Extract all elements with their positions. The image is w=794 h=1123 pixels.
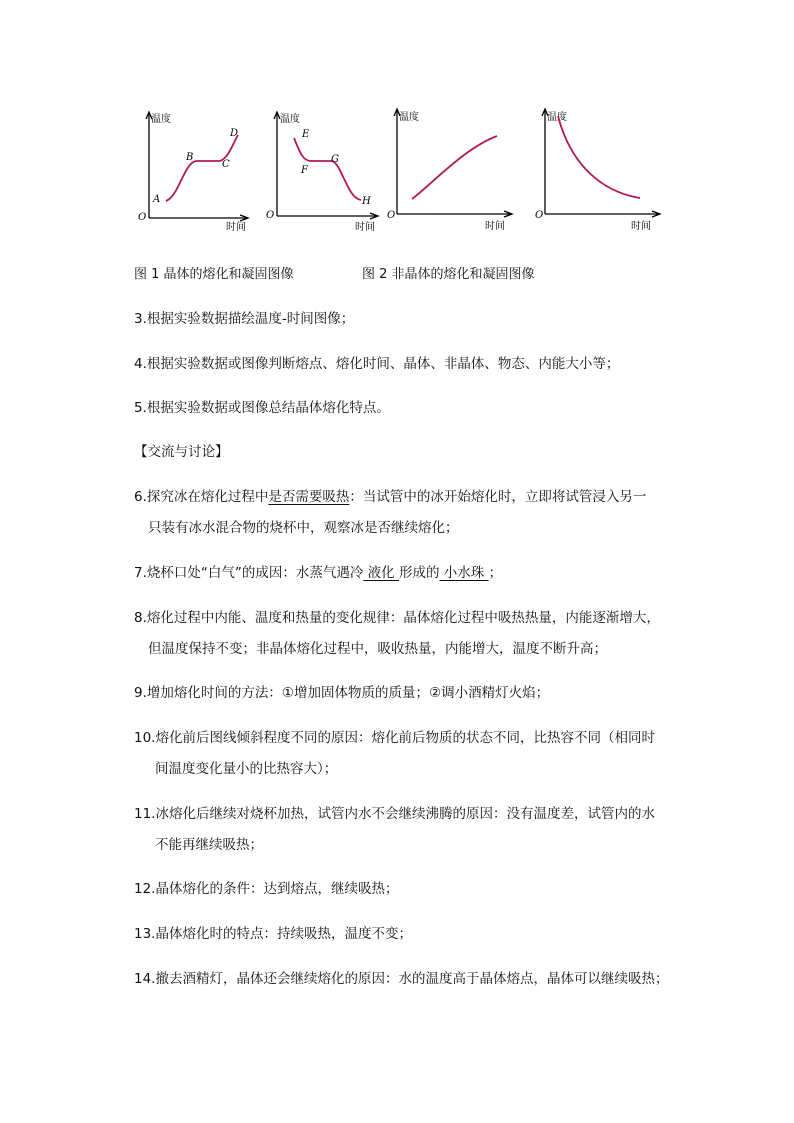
item-12: 12.晶体熔化的条件：达到熔点，继续吸热； <box>134 881 399 897</box>
item-8: 8.熔化过程中内能、温度和热量的变化规律：晶体熔化过程中吸热热量，内能逐渐增大， <box>134 610 660 626</box>
y-axis-label: 温度 <box>151 114 171 125</box>
point-e-label: E <box>302 129 310 140</box>
solidifying-graph <box>264 108 386 236</box>
origin-label: O <box>138 212 147 223</box>
amorphous-solidifying-graph <box>533 106 665 234</box>
origin-label: O <box>387 210 396 221</box>
point-d-label: D <box>230 128 239 139</box>
amorphous-melting-graph <box>385 106 517 234</box>
item-10: 10.熔化前后图线倾斜程度不同的原因：熔化前后物质的状态不同，比热容不同（相同时 <box>134 730 655 746</box>
caption-figure-1: 图 1 晶体的熔化和凝固图像 <box>134 267 294 282</box>
item-9: 9.增加熔化时间的方法：①增加固体物质的质量；②调小酒精灯火焰； <box>134 685 550 701</box>
item-3: 3.根据实验数据描绘温度-时间图像； <box>134 311 355 327</box>
point-f-label: F <box>301 165 308 176</box>
item-7-middle: 形成的 <box>398 565 440 581</box>
x-axis-label: 时间 <box>226 222 246 233</box>
item-6-prefix: 6.探究冰在熔化过程中 <box>134 489 269 505</box>
item-6-suffix: ：当试管中的冰开始熔化时，立即将试管浸入另一 <box>349 489 647 505</box>
item-6-continued: 只装有冰水混合物的烧杯中，观察冰是否继续熔化； <box>148 520 459 536</box>
item-10-continued: 间温度变化量小的比热容大）； <box>155 761 338 777</box>
section-heading: 【交流与讨论】 <box>134 444 229 460</box>
origin-label: O <box>266 210 275 221</box>
item-6-underlined: 是否需要吸热 <box>268 489 350 505</box>
point-c-label: C <box>222 159 230 170</box>
item-5: 5.根据实验数据或图像总结晶体熔化特点。 <box>134 400 390 416</box>
item-4: 4.根据实验数据或图像判断熔点、熔化时间、晶体、非晶体、物态、内能大小等； <box>134 356 620 372</box>
point-g-label: G <box>331 154 339 165</box>
amorphous-solidifying-curve <box>558 116 640 198</box>
point-b-label: B <box>186 152 194 163</box>
y-axis-label: 温度 <box>399 112 419 123</box>
item-11: 11.冰熔化后继续对烧杯加热，试管内水不会继续沸腾的原因：没有温度差，试管内的水 <box>134 806 655 822</box>
blank-answer-1: 液化 <box>363 565 399 581</box>
y-axis-label: 温度 <box>280 114 300 125</box>
item-8-continued: 但温度保持不变；非晶体熔化过程中，吸收热量，内能增大，温度不断升高； <box>148 641 607 657</box>
origin-label: O <box>535 210 544 221</box>
caption-figure-2: 图 2 非晶体的熔化和凝固图像 <box>362 267 535 282</box>
item-13: 13.晶体熔化时的特点：持续吸热，温度不变； <box>134 926 412 942</box>
point-h-label: H <box>362 196 371 207</box>
blank-answer-2: 小水珠 <box>439 565 489 581</box>
item-7 <box>134 561 502 581</box>
y-axis-label: 温度 <box>547 112 567 123</box>
item-6 <box>134 485 646 505</box>
amorphous-melting-curve <box>412 136 497 199</box>
item-14: 14.撤去酒精灯，晶体还会继续熔化的原因：水的温度高于晶体熔点，晶体可以继续吸热； <box>134 971 669 987</box>
melting-graph <box>134 108 256 236</box>
point-a-label: A <box>153 194 161 205</box>
item-7-prefix: 7.烧杯口处“白气”的成因：水蒸气遇冷 <box>134 565 364 581</box>
x-axis-label: 时间 <box>631 221 651 232</box>
x-axis-label: 时间 <box>355 222 375 233</box>
x-axis-label: 时间 <box>485 221 505 232</box>
item-11-continued: 不能再继续吸热； <box>155 837 263 853</box>
item-7-suffix: ； <box>488 565 503 581</box>
